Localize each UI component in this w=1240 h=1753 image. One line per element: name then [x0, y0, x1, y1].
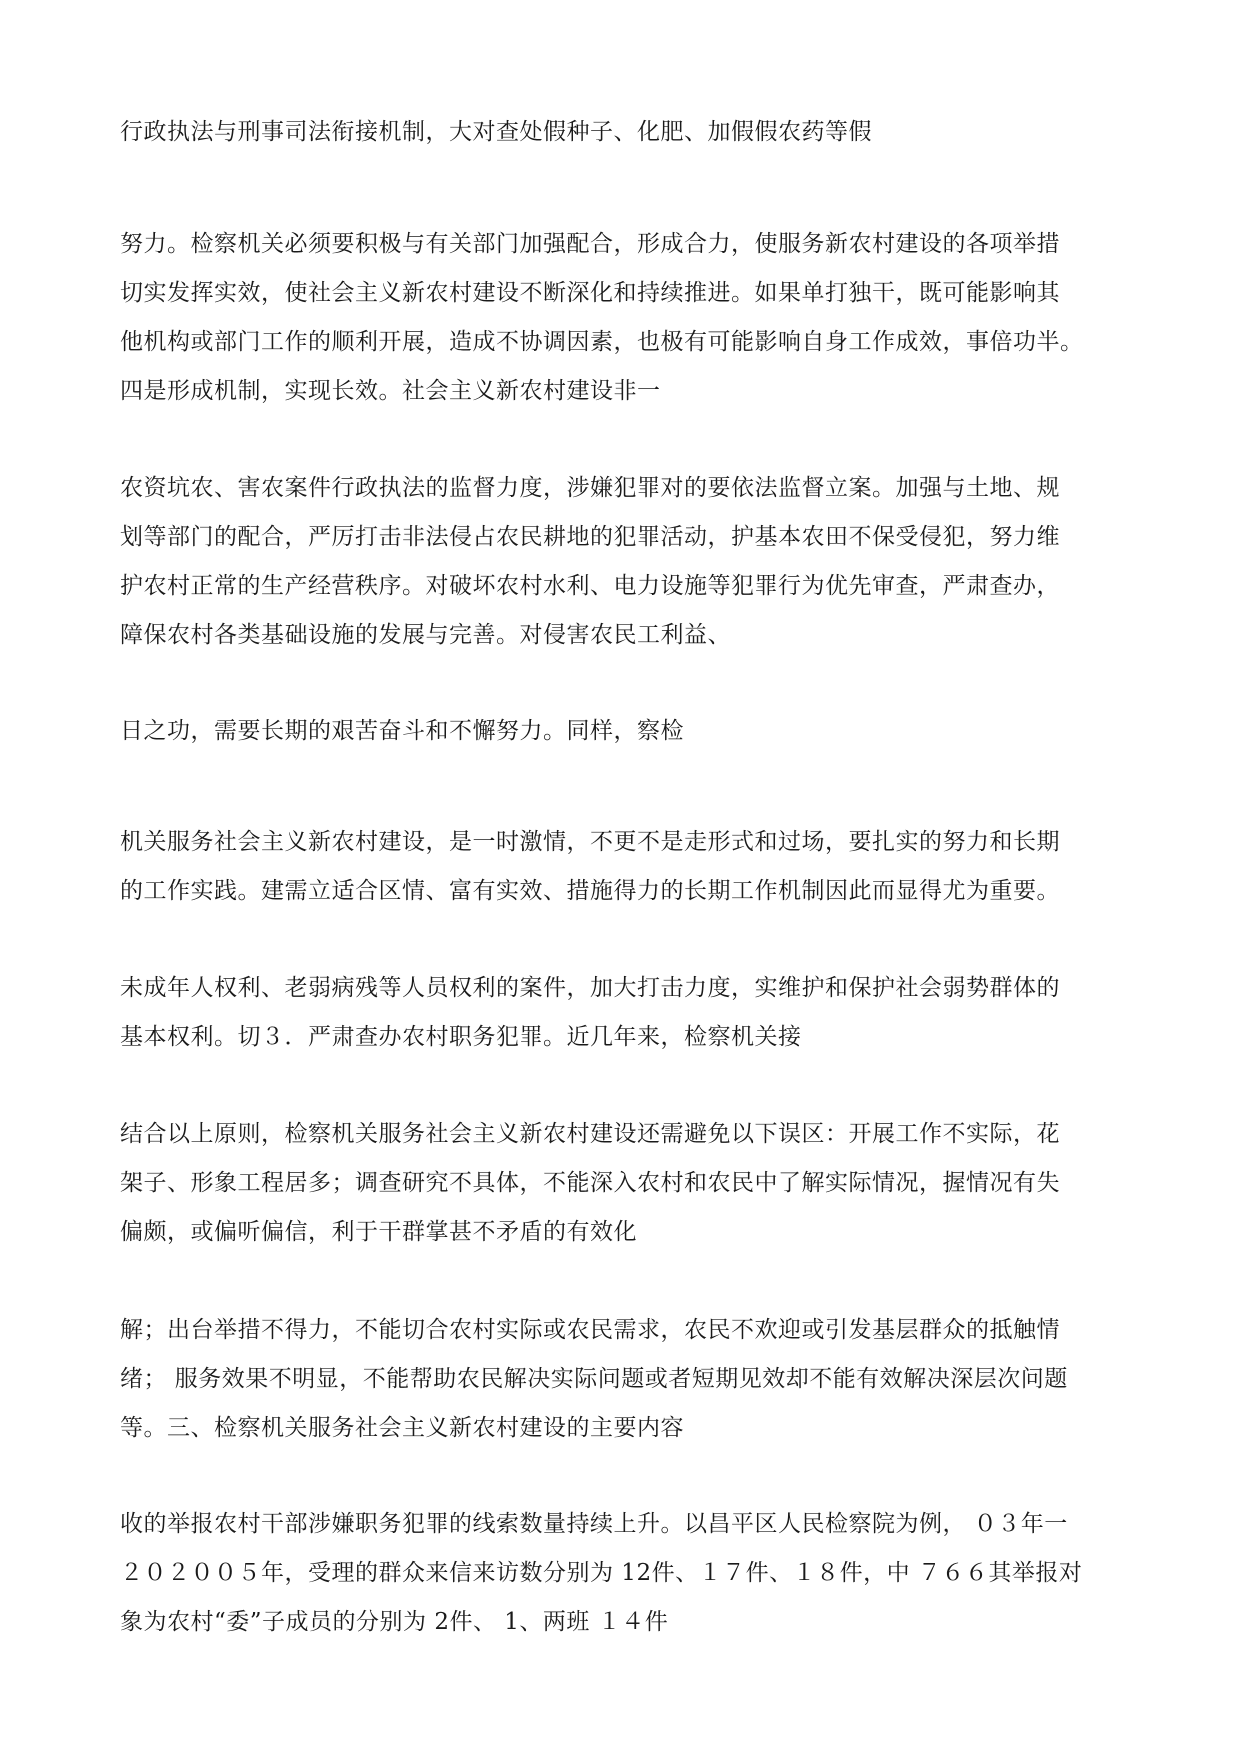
paragraph-5 — [120, 818, 1130, 916]
paragraph-8 — [120, 1306, 1130, 1453]
text-line: 象为农村“委”子成员的分别为 2件、 1、两班 １４件 — [120, 1609, 669, 1635]
text-line: 他机构或部门工作的顺利开展，造成不协调因素，也极有可能影响自身工作成效，事倍功半。 — [120, 329, 1084, 355]
text-line: 架子、形象工程居多；调查研究不具体，不能深入农村和农民中了解实际情况，握情况有失 — [120, 1170, 1060, 1196]
text-line: 日之功，需要长期的艰苦奋斗和不懈努力。同样，察检 — [120, 718, 684, 744]
text-line: 偏颇，或偏听偏信，利于干群掌甚不矛盾的有效化 — [120, 1219, 637, 1245]
paragraph-3 — [120, 464, 1130, 660]
text-line: 行政执法与刑事司法衔接机制，大对查处假种子、化肥、加假假农药等假 — [120, 119, 872, 145]
paragraph-4 — [120, 707, 1130, 756]
text-line: 绪； 服务效果不明显，不能帮助农民解决实际问题或者短期见效却不能有效解决深层次问题 — [120, 1366, 1068, 1392]
text-line: 收的举报农村干部涉嫌职务犯罪的线索数量持续上升。以昌平区人民检察院为例， ０３年一 — [120, 1511, 1068, 1537]
text-line: 努力。检察机关必须要积极与有关部门加强配合，形成合力，使服务新农村建设的各项举措 — [120, 231, 1060, 257]
text-line: 未成年人权利、老弱病残等人员权利的案件，加大打击力度，实维护和保护社会弱势群体的 — [120, 975, 1060, 1001]
paragraph-9 — [120, 1500, 1130, 1647]
text-line: 机关服务社会主义新农村建设，是一时激情，不更不是走形式和过场，要扎实的努力和长期 — [120, 829, 1060, 855]
text-line: 基本权利。切３．严肃查办农村职务犯罪。近几年来，检察机关接 — [120, 1024, 802, 1050]
paragraph-1 — [120, 108, 1130, 157]
text-line: 解；出台举措不得力，不能切合农村实际或农民需求，农民不欢迎或引发基层群众的抵触情 — [120, 1317, 1060, 1343]
text-line: 的工作实践。建需立适合区情、富有实效、措施得力的长期工作机制因此而显得尤为重要。 — [120, 878, 1060, 904]
paragraph-7 — [120, 1110, 1130, 1257]
text-line: 划等部门的配合，严厉打击非法侵占农民耕地的犯罪活动，护基本农田不保受侵犯，努力维 — [120, 524, 1060, 550]
paragraph-2 — [120, 220, 1130, 416]
text-line: 切实发挥实效，使社会主义新农村建设不断深化和持续推进。如果单打独干，既可能影响其 — [120, 280, 1060, 306]
text-line: 护农村正常的生产经营秩序。对破坏农村水利、电力设施等犯罪行为优先审查，严肃查办， — [120, 573, 1060, 599]
text-line: 结合以上原则，检察机关服务社会主义新农村建设还需避免以下误区：开展工作不实际，花 — [120, 1121, 1060, 1147]
text-line: 农资坑农、害农案件行政执法的监督力度，涉嫌犯罪对的要依法监督立案。加强与土地、规 — [120, 475, 1060, 501]
text-line: 等。三、检察机关服务社会主义新农村建设的主要内容 — [120, 1415, 684, 1441]
paragraph-6 — [120, 964, 1130, 1062]
text-line: 障保农村各类基础设施的发展与完善。对侵害农民工利益、 — [120, 622, 731, 648]
text-line: 四是形成机制，实现长效。社会主义新农村建设非一 — [120, 378, 661, 404]
text-line: ２０２００５年，受理的群众来信来访数分别为 12件、１７件、１８件，中 ７６６其举报对 — [120, 1560, 1083, 1586]
